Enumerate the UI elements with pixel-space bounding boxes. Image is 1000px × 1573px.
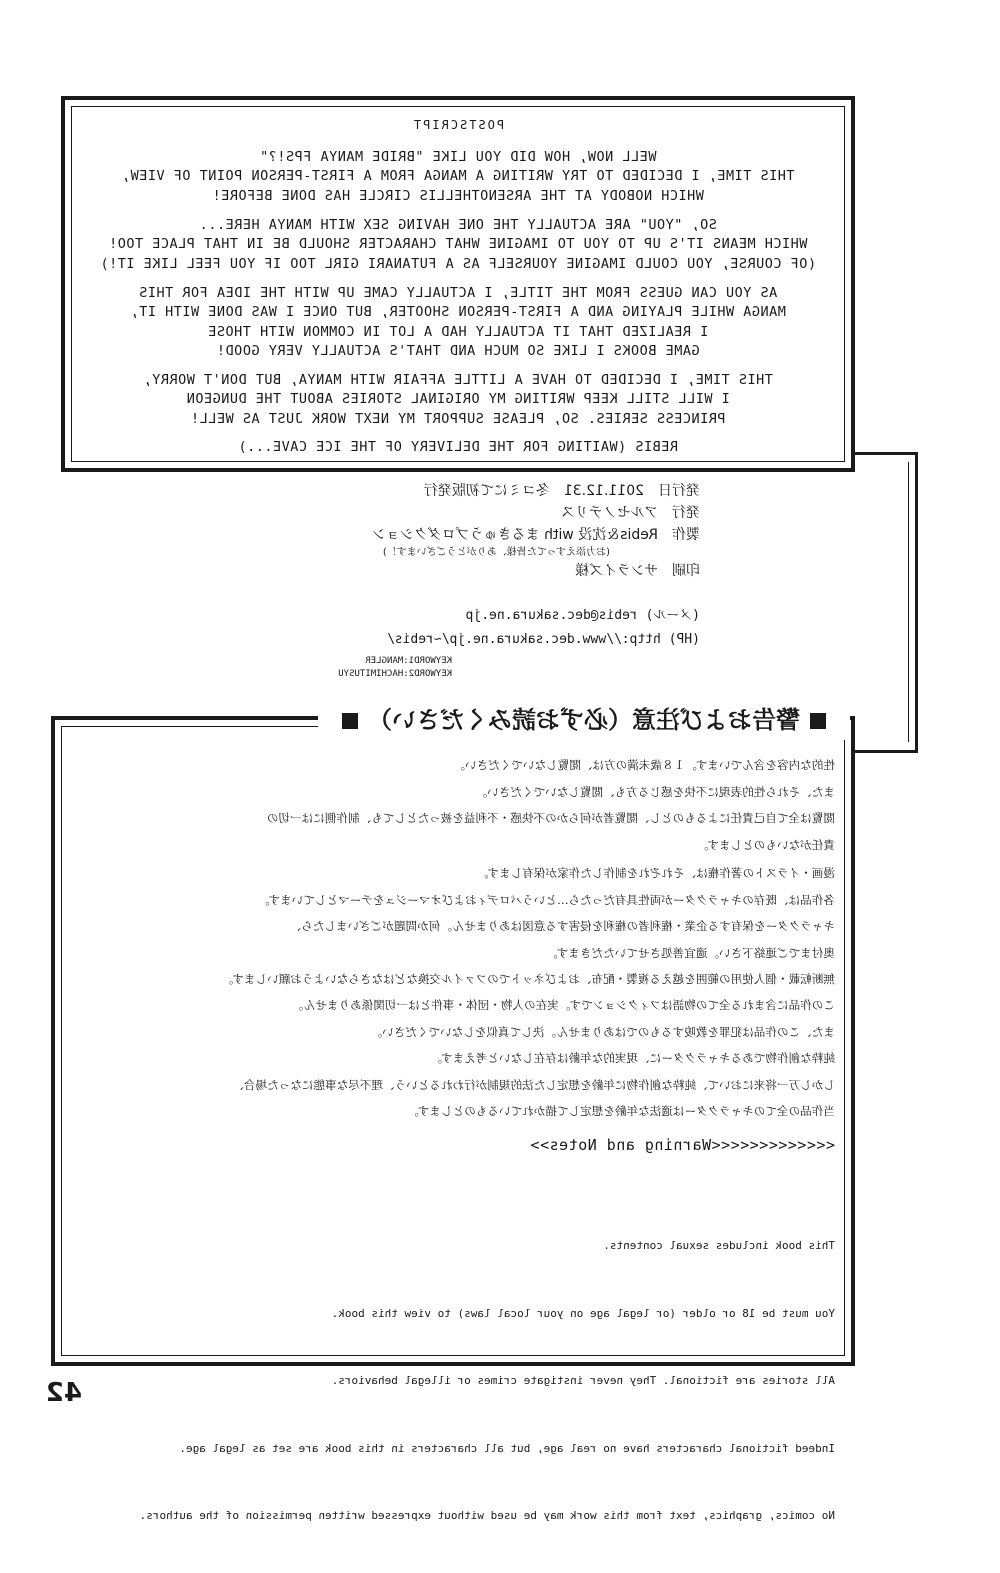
frame-connector — [915, 452, 918, 752]
postscript-signature: REBIS (WAITING FOR THE DELIVERY OF THE ICE CAVE...) — [238, 439, 679, 455]
warning-line: 奥付までご連絡下さい。適宜善処させていただきます。 — [546, 945, 835, 960]
warning-line: 閲覧は全て自己責任によるものとし、閲覧者が何らかの不快感・不利益を被ったとしても、制作側には一切の — [266, 811, 835, 825]
warning-line: 当作品の全てのキャラクターは適法な年齢を想定して描かれているものとします。 — [407, 1104, 835, 1118]
warning-block-fiction — [95, 992, 835, 1125]
colophon-date: 発行日 2011.12.31 冬コミにて初版発行 — [423, 483, 700, 499]
colophon-printer: 印刷 サンライズ様 — [575, 563, 700, 579]
colophon-homepage: (HP) http://www.dec.sakura.ne.jp/~rebis/ — [386, 632, 700, 647]
warning-line: 性的な内容を含んでいます。１８歳未満の方は、閲覧しないでください。 — [453, 758, 835, 772]
english-line: You must be 18 or older (or legal age on your local laws) to view this book. — [331, 1306, 835, 1320]
square-bullet-icon — [342, 713, 358, 729]
page-number: 42 — [45, 1378, 82, 1408]
warning-block-copyright — [95, 860, 835, 993]
frame-connector-top — [854, 452, 918, 455]
english-line: This book includes sexual contents. — [603, 1239, 835, 1252]
keyword-1: KEYWORD1:MANGLER — [365, 656, 452, 666]
english-line: All stories are fictional. They never instigate crimes or illegal behaviors. — [331, 1374, 835, 1387]
warning-line: この作品に含まれる全ての物語はフィクションです。実在の人物・団体・事件とは一切関係ありません。 — [291, 998, 835, 1012]
warning-line: 各作品は、既存のキャラクターが両性具有だったら…というパロディおよびオマージュをテーマとしています。 — [257, 892, 835, 907]
warning-block-content — [95, 752, 835, 858]
warning-line: 漫画・イラストの著作権は、それぞれを制作した作家が保有します。 — [476, 866, 835, 880]
colophon — [280, 480, 700, 652]
square-bullet-icon — [810, 713, 826, 729]
warning-heading — [318, 700, 850, 740]
keywords — [338, 655, 452, 681]
english-warning-heading: <<<<<<<<<<<<<Warning and Notes>> — [530, 1136, 835, 1154]
frame-connector-inner — [908, 462, 909, 742]
colophon-email: (メール) rebis@dec.sakura.ne.jp — [465, 608, 700, 623]
postscript-paragraph-1: WELL NOW, HOW DID YOU LIKE "BRIDE MANYA FPS!?" THIS TIME, I DECIDED TO TRY WRITING A MANGA FROM A FIRST-PERSON POINT OF VIEW, WHICH NOBODY AT THE ARSENOTHELLIS CIRCLE HAS DONE BEFORE! — [121, 149, 795, 204]
postscript-paragraph-4: THIS TIME, I DECIDED TO HAVE A LITTLE AFFAIR WITH MANYA, BUT DON'T WORRY, I WILL STILL KEEP WRITING MY ORIGINAL STORIES ABOUT THE DUNGEON PRINCESS SERIES. SO, PLEASE SUPPORT MY NEXT WORK JUST AS WELL! — [143, 372, 773, 427]
postscript-title: POSTSCRIPT — [411, 118, 505, 132]
warning-line: また、この作品は犯罪を教唆するものではありません。決して真似をしないでください。 — [370, 1024, 835, 1039]
warning-line: キャラクターを保有する企業・権利者の権利を侵害する意図はありません。何か問題がございましたら、 — [289, 919, 835, 933]
warning-line: また、それら性的表現に不快を感じる方も、閲覧しないでください。 — [475, 784, 835, 799]
colophon-thanks-note: (お力添えすってた皆様、ありがとうございます！) — [382, 547, 610, 558]
english-warning-text — [140, 1190, 835, 1573]
colophon-production: 製作 Rebis＆沈没 with まるきゅうプロダクション — [371, 527, 700, 543]
keyword-2: KEYWORD2:HACHIMITUSYU — [338, 669, 452, 679]
warning-line: しかし万一将来において、純粋な創作物に年齢を想定した法的規制が行われるという、理不尽な事態になった場合、 — [232, 1077, 835, 1092]
postscript-paragraph-3: AS YOU CAN GUESS FROM THE TITLE, I ACTUALLY CAME UP WITH THE IDEA FOR THIS MANGA WHILE PLAYING AND A FIRST-PERSON SHOOTER, BUT ONCE I WAS DONE WITH IT, I REALIZED THAT IT ACTUALLY HAD A LOT IN COMMON WITH THOSE GAME BOOKS I LIKE SO MUCH AND THAT'S ACTUALLY VERY GOOD! — [130, 285, 786, 360]
warning-line: 責任がないものとします。 — [696, 837, 835, 852]
english-line: Indeed fictional characters have no real age, but all characters in this book are set as legal age. — [179, 1441, 835, 1455]
warning-heading-text: 警告および注意（必ずお読みください） — [368, 706, 800, 734]
frame-connector-bottom — [854, 750, 918, 753]
postscript-paragraph-2: SO, "YOU" ARE ACTUALLY THE ONE HAVING SEX WITH MANYA HERE... WHICH MEANS IT'S UP TO YOU TO IMAGINE WHAT CHARACTER SHOULD BE IN THAT PLACE TOO! (OF COURSE, YOU COULD IMAGINE YOURSELF AS A FUTANARI GIRL TOO IF YOU FEEL LIKE IT!) — [99, 217, 817, 272]
warning-line: 純粋な創作物であるキャラクターに、現実的な年齢は存在しないと考えます。 — [430, 1051, 835, 1065]
english-line: No comics, graphics, text from this work may be used without expressed written permission of the authors. — [139, 1509, 835, 1522]
warning-line: 無断転載・個人使用の範囲を越える複製・配布、およびネットでのファイル交換などはなさらないようお願いします。 — [221, 972, 835, 986]
colophon-publisher: 発行 アルセノテリス — [560, 505, 700, 521]
